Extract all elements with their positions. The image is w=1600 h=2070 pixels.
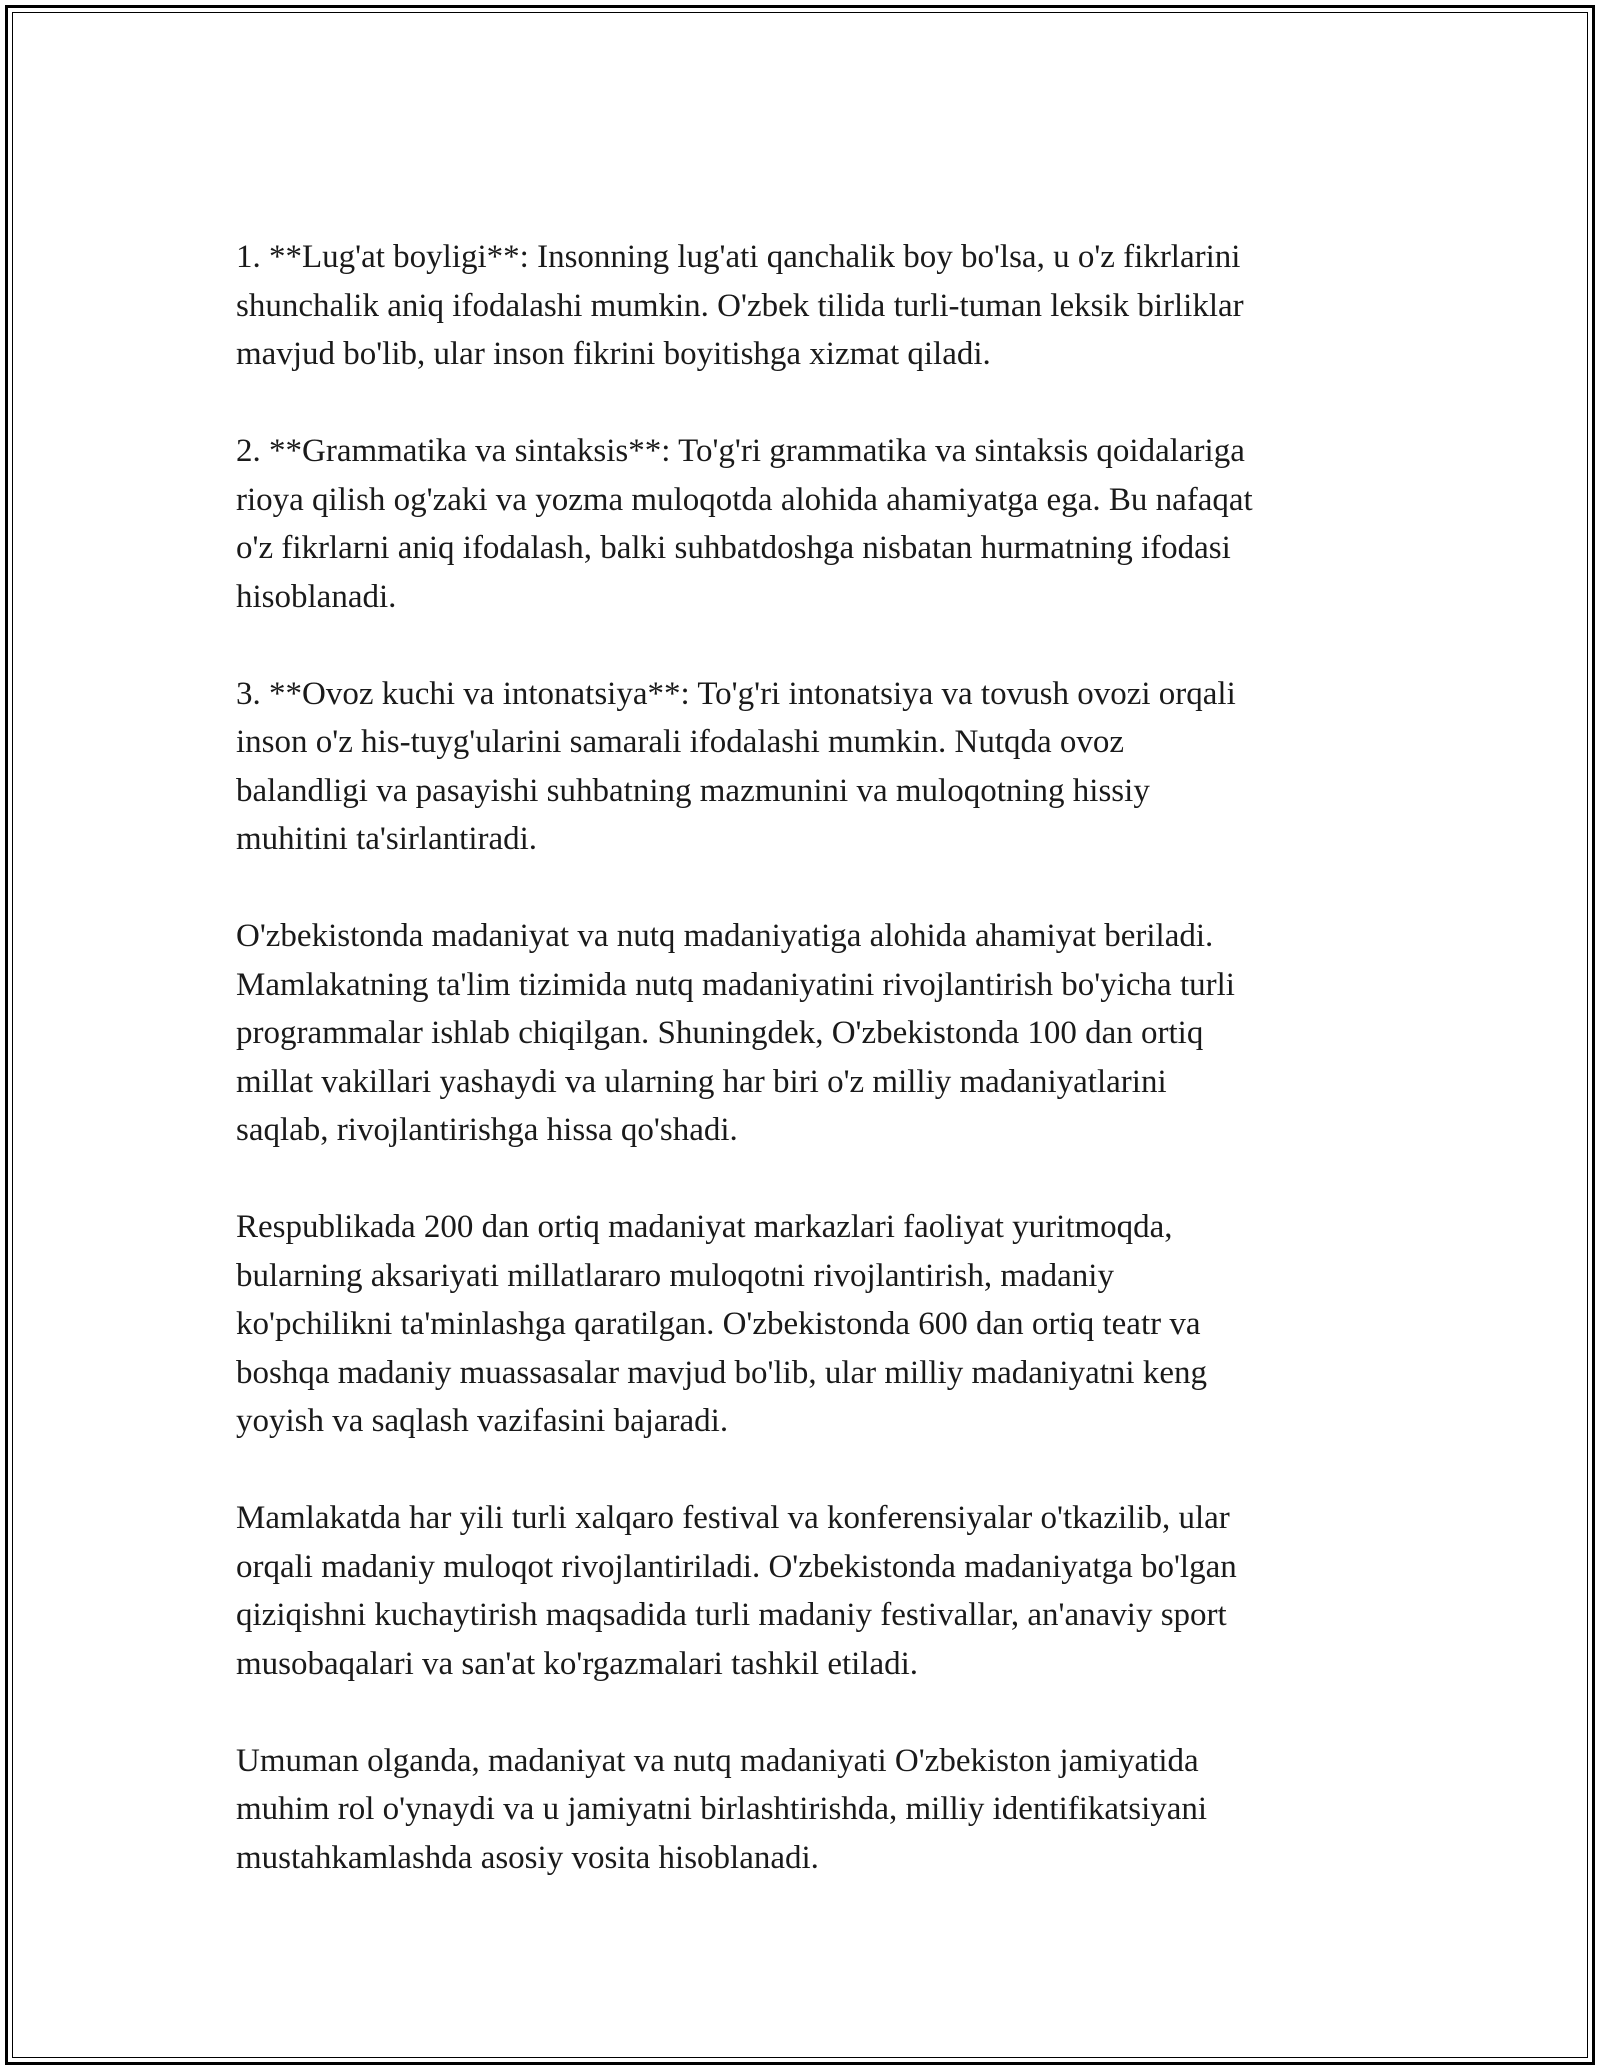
paragraph-ovoz-intonatsiya: 3. **Ovoz kuchi va intonatsiya**: To'g'ri intonatsiya va tovush ovozi orqali inson o'z his-tuyg'ularini samarali ifodalashi mumkin. Nutqda ovoz balandligi va pasayishi suhbatning mazmunini va muloqotning hissiy muhitini ta'sirlantiradi. [236, 675, 1236, 857]
paragraph-xulosa: Umuman olganda, madaniyat va nutq madaniyati O'zbekiston jamiyatida muhim rol o'ynaydi va u jamiyatni birlashtirishda, milliy identifikatsiyani mustahkamlashda asosiy vosita hisoblanadi. [236, 1742, 1208, 1876]
paragraph-lugat-boyligi: 1. **Lug'at boyligi**: Insonning lug'ati qanchalik boy bo'lsa, u o'z fikrlarini shunchalik aniq ifodalashi mumkin. O'zbek tilida turli-tuman leksik birliklar mavjud bo'lib, ular inson fikrini boyitishga xizmat qiladi. [236, 239, 1244, 372]
paragraph-grammatika-sintaksis: 2. **Grammatika va sintaksis**: To'g'ri grammatika va sintaksis qoidalariga rioya qilish og'zaki va yozma muloqotda alohida ahamiyatga ega. Bu nafaqat o'z fikrlarni aniq ifodalash, balki suhbatdoshga nisbatan hurmatning ifodasi hisoblanadi. [236, 433, 1253, 615]
document-body [236, 233, 1386, 1882]
paragraph-madaniyat-ahamiyat: O'zbekistonda madaniyat va nutq madaniyatiga alohida ahamiyat beriladi. Mamlakatning ta'lim tizimida nutq madaniyatini rivojlantirish bo'yicha turli programmalar ishlab chiqilgan. Shuningdek, O'zbekistonda 100 dan ortiq millat vakillari yashaydi va ularning har biri o'z milliy madaniyatlarini saqlab, rivojlantirishga hissa qo'shadi. [236, 918, 1235, 1148]
paragraph-madaniyat-markazlari: Respublikada 200 dan ortiq madaniyat markazlari faoliyat yuritmoqda, bularning aksariyati millatlararo muloqotni rivojlantirish, madaniy ko'pchilikni ta'minlashga qaratilgan. O'zbekistonda 600 dan ortiq teatr va boshqa madaniy muassasalar mavjud bo'lib, ular milliy madaniyatni keng yoyish va saqlash vazifasini bajaradi. [236, 1209, 1207, 1439]
paragraph-festivallar: Mamlakatda har yili turli xalqaro festival va konferensiyalar o'tkazilib, ular orqali madaniy muloqot rivojlantiriladi. O'zbekistonda madaniyatga bo'lgan qiziqishni kuchaytirish maqsadida turli madaniy festivallar, an'anaviy sport musobaqalari va san'at ko'rgazmalari tashkil etiladi. [236, 1500, 1237, 1682]
